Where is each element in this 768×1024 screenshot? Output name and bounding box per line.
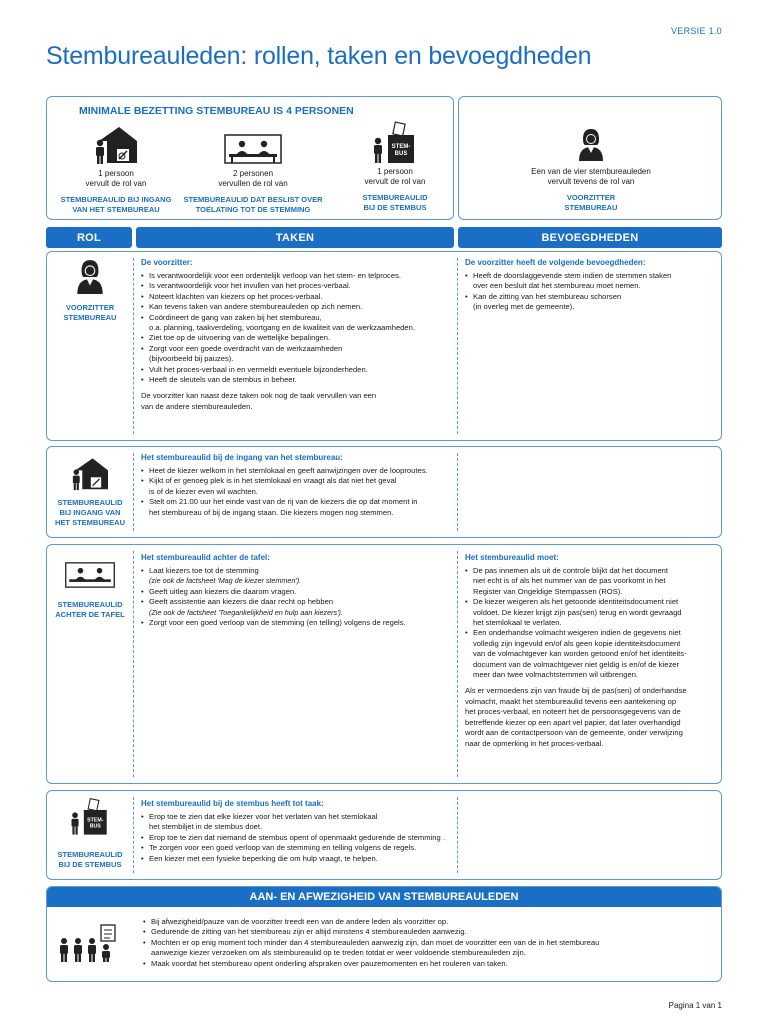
ballot-box-person-icon: [370, 121, 420, 165]
role-cell-voorzitter: [47, 258, 133, 323]
list-item: • Kijkt of er genoeg plek is in het stemlokaal en vraagt als dat niet het geval: [141, 476, 459, 486]
minimum-heading: MINIMALE BEZETTING STEMBUREAU IS 4 PERSONEN: [79, 105, 354, 117]
house-person-icon: [68, 455, 112, 491]
list-item: • Vult het proces-verbaal in en vermeldt eventuele bijzonderheden.: [141, 365, 459, 375]
chair-person-icon: [75, 258, 105, 294]
divider: [457, 551, 458, 777]
row-tafel: [46, 544, 722, 784]
header-rol: ROL: [46, 227, 132, 248]
ballot-label: STEM-: [391, 144, 411, 150]
list-item-note: (zie ook de factsheet 'Mag de kiezer stemmen').: [149, 576, 302, 586]
list-item: • Stelt om 21.00 uur het einde vast van de rij van de kiezers die op dat moment in: [141, 497, 459, 507]
chair-role: VOORZITTER: [566, 193, 616, 202]
tasks-list: [141, 271, 459, 385]
list-item-cont: van de volmachtgever kan worden getoond en/of het identiteits-: [473, 649, 687, 659]
chair-box: [458, 96, 722, 220]
role-cell-ingang: [47, 455, 133, 528]
absence-list: [143, 917, 717, 969]
list-item-cont: over een besluit dat het stembureau moet nemen.: [473, 281, 641, 291]
role-cell-stembus: [47, 797, 133, 870]
ballot-label: BUS: [394, 151, 408, 157]
divider: [133, 551, 134, 777]
list-item: • Coördineert de gang van zaken bij het stembureau,: [141, 313, 459, 323]
list-item: • Ziet toe op de uitvoering van de wettelijke bepalingen.: [141, 333, 459, 343]
para-line: wordt aan de contactpersoon van de gemeente, onder verwijzing: [465, 728, 683, 738]
list-item: • Heet de kiezer welkom in het stemlokaal en geeft aanwijzingen over de looproutes.: [141, 466, 459, 476]
table-officials-icon: [223, 133, 283, 165]
list-item-cont: Register van Ongeldige Stempassen (ROS).: [473, 586, 623, 596]
para-line: naar de opmerking in het proces-verbaal.: [465, 738, 604, 748]
staff-desc: vervult de rol van: [364, 177, 426, 186]
divider: [457, 258, 458, 434]
ballot-box-person-icon: [68, 797, 112, 837]
list-item: • Heeft de doorslaggevende stem indien de stemmen staken: [465, 271, 715, 281]
ballot-label: BUS: [89, 823, 101, 830]
para-line: volmacht, maakt het stembureaulid tevens een aantekening op: [465, 696, 677, 706]
list-item: • Mochten er op enig moment toch minder dan 4 stembureauleden aanwezig zijn, dan moet de voorzitter een van de in het stembureau: [143, 938, 717, 948]
tasks-note: De voorzitter kan naast deze taken ook nog de taak vervullen van een: [141, 391, 377, 401]
list-item-cont: volledig zijn ingevuld en/of als geen kopie identiteitsdocument: [473, 638, 681, 648]
powers-title: De voorzitter heeft de volgende bevoegdheden:: [465, 258, 646, 267]
powers-tafel: [465, 553, 717, 749]
powers-paragraph: [465, 686, 717, 748]
absence-box: [46, 886, 722, 982]
role-label: BIJ DE STEMBUS: [58, 860, 122, 869]
list-item: • Is verantwoordelijk voor het invullen van het proces-verbaal.: [141, 281, 459, 291]
row-ingang: [46, 446, 722, 538]
tasks-note: van de andere stembureauleden.: [141, 401, 253, 411]
list-item: • Geeft uitleg aan kiezers die daarom vragen.: [141, 587, 459, 597]
absence-heading: AAN- EN AFWEZIGHEID VAN STEMBUREAULEDEN: [47, 887, 721, 907]
tasks-list: [141, 566, 459, 628]
list-item-cont: het stemlokaal te verlaten.: [473, 618, 562, 628]
list-item-cont: (in overleg met de gemeente).: [473, 302, 575, 312]
list-item-note: (Zie ook de factsheet 'Toegankelijkheid en hulp aan kiezers').: [149, 607, 343, 617]
tasks-list: [141, 812, 459, 864]
tasks-ingang: [141, 453, 459, 518]
list-item-cont: het stembureau of bij de ingang staan. Die kiezers mogen nog stemmen.: [149, 507, 394, 517]
staff-role-line: BIJ DE STEMBUS: [363, 203, 427, 212]
list-item-cont: het stembiljet in de stembus doet.: [149, 822, 263, 832]
list-item: • Heeft de sleutels van de stembus in beheer.: [141, 375, 459, 385]
powers-list: [465, 566, 717, 680]
header-bevoegdheden: BEVOEGDHEDEN: [458, 227, 722, 248]
list-item: • Is verantwoordelijk voor een ordentelijk verloop van het stem- en telproces.: [141, 271, 459, 281]
role-label: ACHTER DE TAFEL: [55, 610, 125, 619]
para-line: het proces-verbaal, en noteert het de persoonsgegevens van de: [465, 707, 681, 717]
role-label: STEMBUREAU: [63, 313, 117, 322]
ballot-label: STEM-: [87, 817, 104, 824]
role-label: HET STEMBUREAU: [54, 518, 125, 527]
staff-count: 1 persoon: [98, 169, 134, 178]
list-item-cont: voldoet. De kiezer krijgt zijn pas(sen) terug en wordt gevraagd: [473, 607, 682, 617]
divider: [133, 797, 134, 873]
tasks-list: [141, 466, 459, 518]
list-item: • Erop toe te zien dat elke kiezer voor het verlaten van het stemlokaal: [141, 812, 459, 822]
list-item: • Een onderhandse volmacht weigeren indien de gegevens niet: [465, 628, 717, 638]
staff-desc: vervult de rol van: [85, 179, 147, 188]
tasks-title: De voorzitter:: [141, 258, 193, 267]
powers-list: [465, 271, 715, 313]
role-label: STEMBUREAULID: [57, 600, 123, 609]
list-item-cont: document van de volmachtgever niet geldig is en/of de kiezer: [473, 659, 679, 669]
divider: [133, 453, 134, 531]
list-item: • Laat kiezers toe tot de stemming: [141, 566, 459, 576]
tasks-title: Het stembureaulid achter de tafel:: [141, 553, 270, 562]
list-item: • Kan de zitting van het stembureau schorsen: [465, 292, 715, 302]
role-label: STEMBUREAULID: [57, 498, 123, 507]
table-officials-icon: [64, 561, 116, 589]
chair-line: Een van de vier stembureauleden: [531, 167, 651, 176]
absence-icon-cell: [57, 923, 129, 968]
role-cell-tafel: [47, 561, 133, 620]
team-checklist-icon: [57, 923, 123, 963]
header-taken: TAKEN: [136, 227, 454, 248]
staff-count: 2 personen: [232, 169, 274, 178]
chair-person-icon: [577, 127, 605, 161]
staff-count: 1 persoon: [377, 167, 413, 176]
list-item: • Te zorgen voor een goed verloop van de stemming en telling volgens de regels.: [141, 843, 459, 853]
divider: [457, 453, 458, 531]
row-stembus: [46, 790, 722, 880]
row-voorzitter: [46, 251, 722, 441]
house-person-icon: [91, 123, 141, 165]
staff-col-entrance: [53, 121, 179, 215]
list-item-cont: aanwezige kiezer verzoeken om als stembureaulid op te treden totdat er weer voldoende stembureauleden zijn.: [151, 948, 526, 958]
para-line: betreffende kiezer op een apart vel papier, dat later overhandigd: [465, 717, 681, 727]
list-item: • Kan tevens taken van andere stembureauleden op zich nemen.: [141, 302, 459, 312]
staff-col-ballotbox: [343, 121, 447, 213]
tasks-tafel: [141, 553, 459, 628]
staff-col-table: [183, 121, 323, 215]
list-item: • Geeft assistentie aan kiezers die daar recht op hebben: [141, 597, 459, 607]
list-item: • Zorgt voor een goede overdracht van de werkzaamheden: [141, 344, 459, 354]
list-item-cont: is of de kiezer even wil wachten.: [149, 486, 258, 496]
page-title: Stembureauleden: rollen, taken en bevoegdheden: [46, 42, 592, 70]
staff-role-line: STEMBUREAULID DAT BESLIST OVER: [183, 195, 323, 204]
list-item-cont: o.a. planning, taakverdeling, voortgang en de kwaliteit van de werkzaamheden.: [149, 323, 415, 333]
para-line: Als er vermoedens zijn van fraude bij de pas(sen) of onderhandse: [465, 686, 687, 696]
list-item: • Zorgt voor een goed verloop van de stemming (en telling) volgens de regels.: [141, 618, 459, 628]
chair-col: [459, 117, 723, 213]
list-item: • Erop toe te zien dat niemand de stembus opent of openmaakt gedurende de stemming .: [141, 833, 459, 843]
list-item: • Bij afwezigheid/pauze van de voorzitter treedt een van de andere leden als voorzitter op.: [143, 917, 717, 927]
role-label: BIJ INGANG VAN: [59, 508, 121, 517]
page-footer: Pagina 1 van 1: [668, 1001, 722, 1010]
version-label: VERSIE 1.0: [670, 26, 722, 36]
list-item: • Gedurende de zitting van het stembureau zijn er altijd minstens 4 stembureauleden aanwezig.: [143, 927, 717, 937]
list-item: • Noteert klachten van kiezers op het proces-verbaal.: [141, 292, 459, 302]
minimum-staffing-box: [46, 96, 454, 220]
list-item-cont: (bijvoorbeeld bij pauzes).: [149, 354, 234, 364]
divider: [133, 258, 134, 434]
staff-role-line: TOELATING TOT DE STEMMING: [195, 205, 311, 214]
list-item: • Een kiezer met een fysieke beperking die om hulp vraagt, te helpen.: [141, 854, 459, 864]
staff-desc: vervullen de rol van: [218, 179, 288, 188]
tasks-title: Het stembureaulid bij de stembus heeft tot taak:: [141, 799, 324, 808]
list-item-cont: meer dan twee volmachtstemmen wil uitbrengen.: [473, 670, 639, 680]
chair-line: vervult tevens de rol van: [547, 177, 635, 186]
powers-title: Het stembureaulid moet:: [465, 553, 559, 562]
list-item: • Maak voordat het stembureau opent onderling afspraken over pauzemomenten en het rouleren van taken.: [143, 959, 717, 969]
list-item: • De pas innemen als uit de controle blijkt dat het document: [465, 566, 717, 576]
list-item-cont: niet echt is of als het nummer van de pas voorkomt in het: [473, 576, 666, 586]
chair-role: STEMBUREAU: [564, 203, 618, 212]
divider: [457, 797, 458, 873]
staff-role-line: STEMBUREAULID BIJ INGANG: [60, 195, 172, 204]
role-label: STEMBUREAULID: [57, 850, 123, 859]
staff-role-line: STEMBUREAULID: [362, 193, 428, 202]
list-item: • De kiezer weigeren als het getoonde identiteitsdocument niet: [465, 597, 717, 607]
tasks-voorzitter: [141, 258, 459, 412]
powers-voorzitter: [465, 258, 715, 313]
tasks-stembus: [141, 799, 459, 864]
tasks-title: Het stembureaulid bij de ingang van het stembureau:: [141, 453, 343, 462]
role-label: VOORZITTER: [65, 303, 115, 312]
staff-role-line: VAN HET STEMBUREAU: [72, 205, 160, 214]
